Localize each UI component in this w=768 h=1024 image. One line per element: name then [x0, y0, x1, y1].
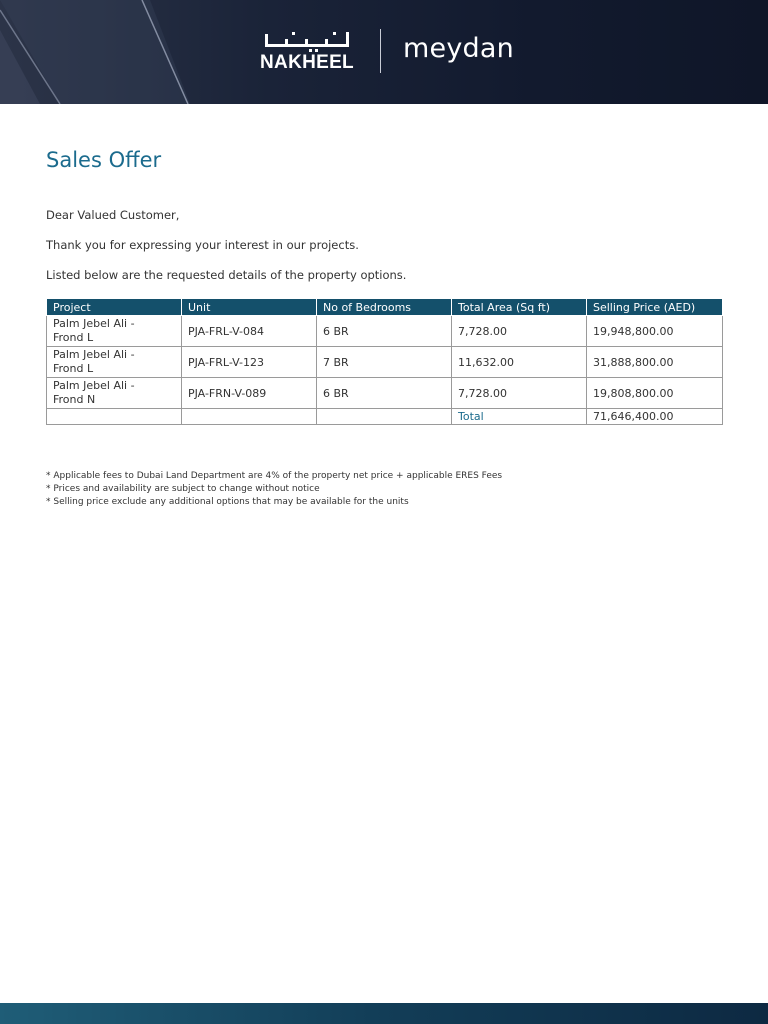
project-name-line2: Frond L — [53, 331, 94, 344]
empty-cell — [47, 409, 182, 425]
column-header-unit: Unit — [182, 299, 317, 316]
intro-text: Thank you for expressing your interest in our projects. — [46, 238, 359, 252]
column-header-project: Project — [47, 299, 182, 316]
unit-cell: PJA-FRL-V-084 — [182, 316, 317, 347]
total-label: Total — [452, 409, 587, 425]
page-footer-band — [0, 1003, 768, 1024]
area-cell: 7,728.00 — [452, 378, 587, 409]
project-name-line1: Palm Jebel Ali - — [53, 348, 135, 361]
area-cell: 11,632.00 — [452, 347, 587, 378]
greeting-text: Dear Valued Customer, — [46, 208, 180, 222]
project-name-line1: Palm Jebel Ali - — [53, 379, 135, 392]
empty-cell — [182, 409, 317, 425]
meydan-wordmark: meydan — [403, 33, 514, 64]
table-row — [47, 347, 723, 378]
footnote-options: * Selling price exclude any additional options that may be available for the units — [46, 497, 409, 507]
page-header — [0, 0, 768, 104]
area-cell: 7,728.00 — [452, 316, 587, 347]
table-header-row — [47, 299, 723, 316]
total-value: 71,646,400.00 — [587, 409, 723, 425]
project-name-line2: Frond L — [53, 362, 94, 375]
footnotes — [46, 470, 502, 509]
table-row — [47, 316, 723, 347]
property-options-table — [46, 298, 723, 425]
bedrooms-cell: 6 BR — [317, 316, 452, 347]
lead-text: Listed below are the requested details of the property options. — [46, 268, 407, 282]
empty-cell — [317, 409, 452, 425]
brand-logos — [256, 26, 514, 76]
project-name-line1: Palm Jebel Ali - — [53, 317, 135, 330]
nakheel-wordmark: NAKHEEL — [260, 51, 354, 73]
total-row — [47, 409, 723, 425]
unit-cell: PJA-FRL-V-123 — [182, 347, 317, 378]
price-cell: 31,888,800.00 — [587, 347, 723, 378]
table-row — [47, 378, 723, 409]
footnote-fees: * Applicable fees to Dubai Land Department are 4% of the property net price + applicable ERES Fees — [46, 471, 503, 481]
column-header-area: Total Area (Sq ft) — [452, 299, 587, 316]
price-cell: 19,808,800.00 — [587, 378, 723, 409]
column-header-price: Selling Price (AED) — [587, 299, 723, 316]
bedrooms-cell: 7 BR — [317, 347, 452, 378]
page-title: Sales Offer — [46, 148, 162, 172]
project-cell — [47, 378, 182, 409]
nakheel-logo — [256, 30, 358, 73]
project-cell — [47, 347, 182, 378]
project-name-line2: Frond N — [53, 393, 96, 406]
price-cell: 19,948,800.00 — [587, 316, 723, 347]
bedrooms-cell: 6 BR — [317, 378, 452, 409]
logo-divider — [380, 29, 381, 73]
unit-cell: PJA-FRN-V-089 — [182, 378, 317, 409]
column-header-bedrooms: No of Bedrooms — [317, 299, 452, 316]
footnote-prices: * Prices and availability are subject to change without notice — [46, 484, 320, 494]
nakheel-arabic-logotype — [259, 30, 355, 52]
project-cell — [47, 316, 182, 347]
